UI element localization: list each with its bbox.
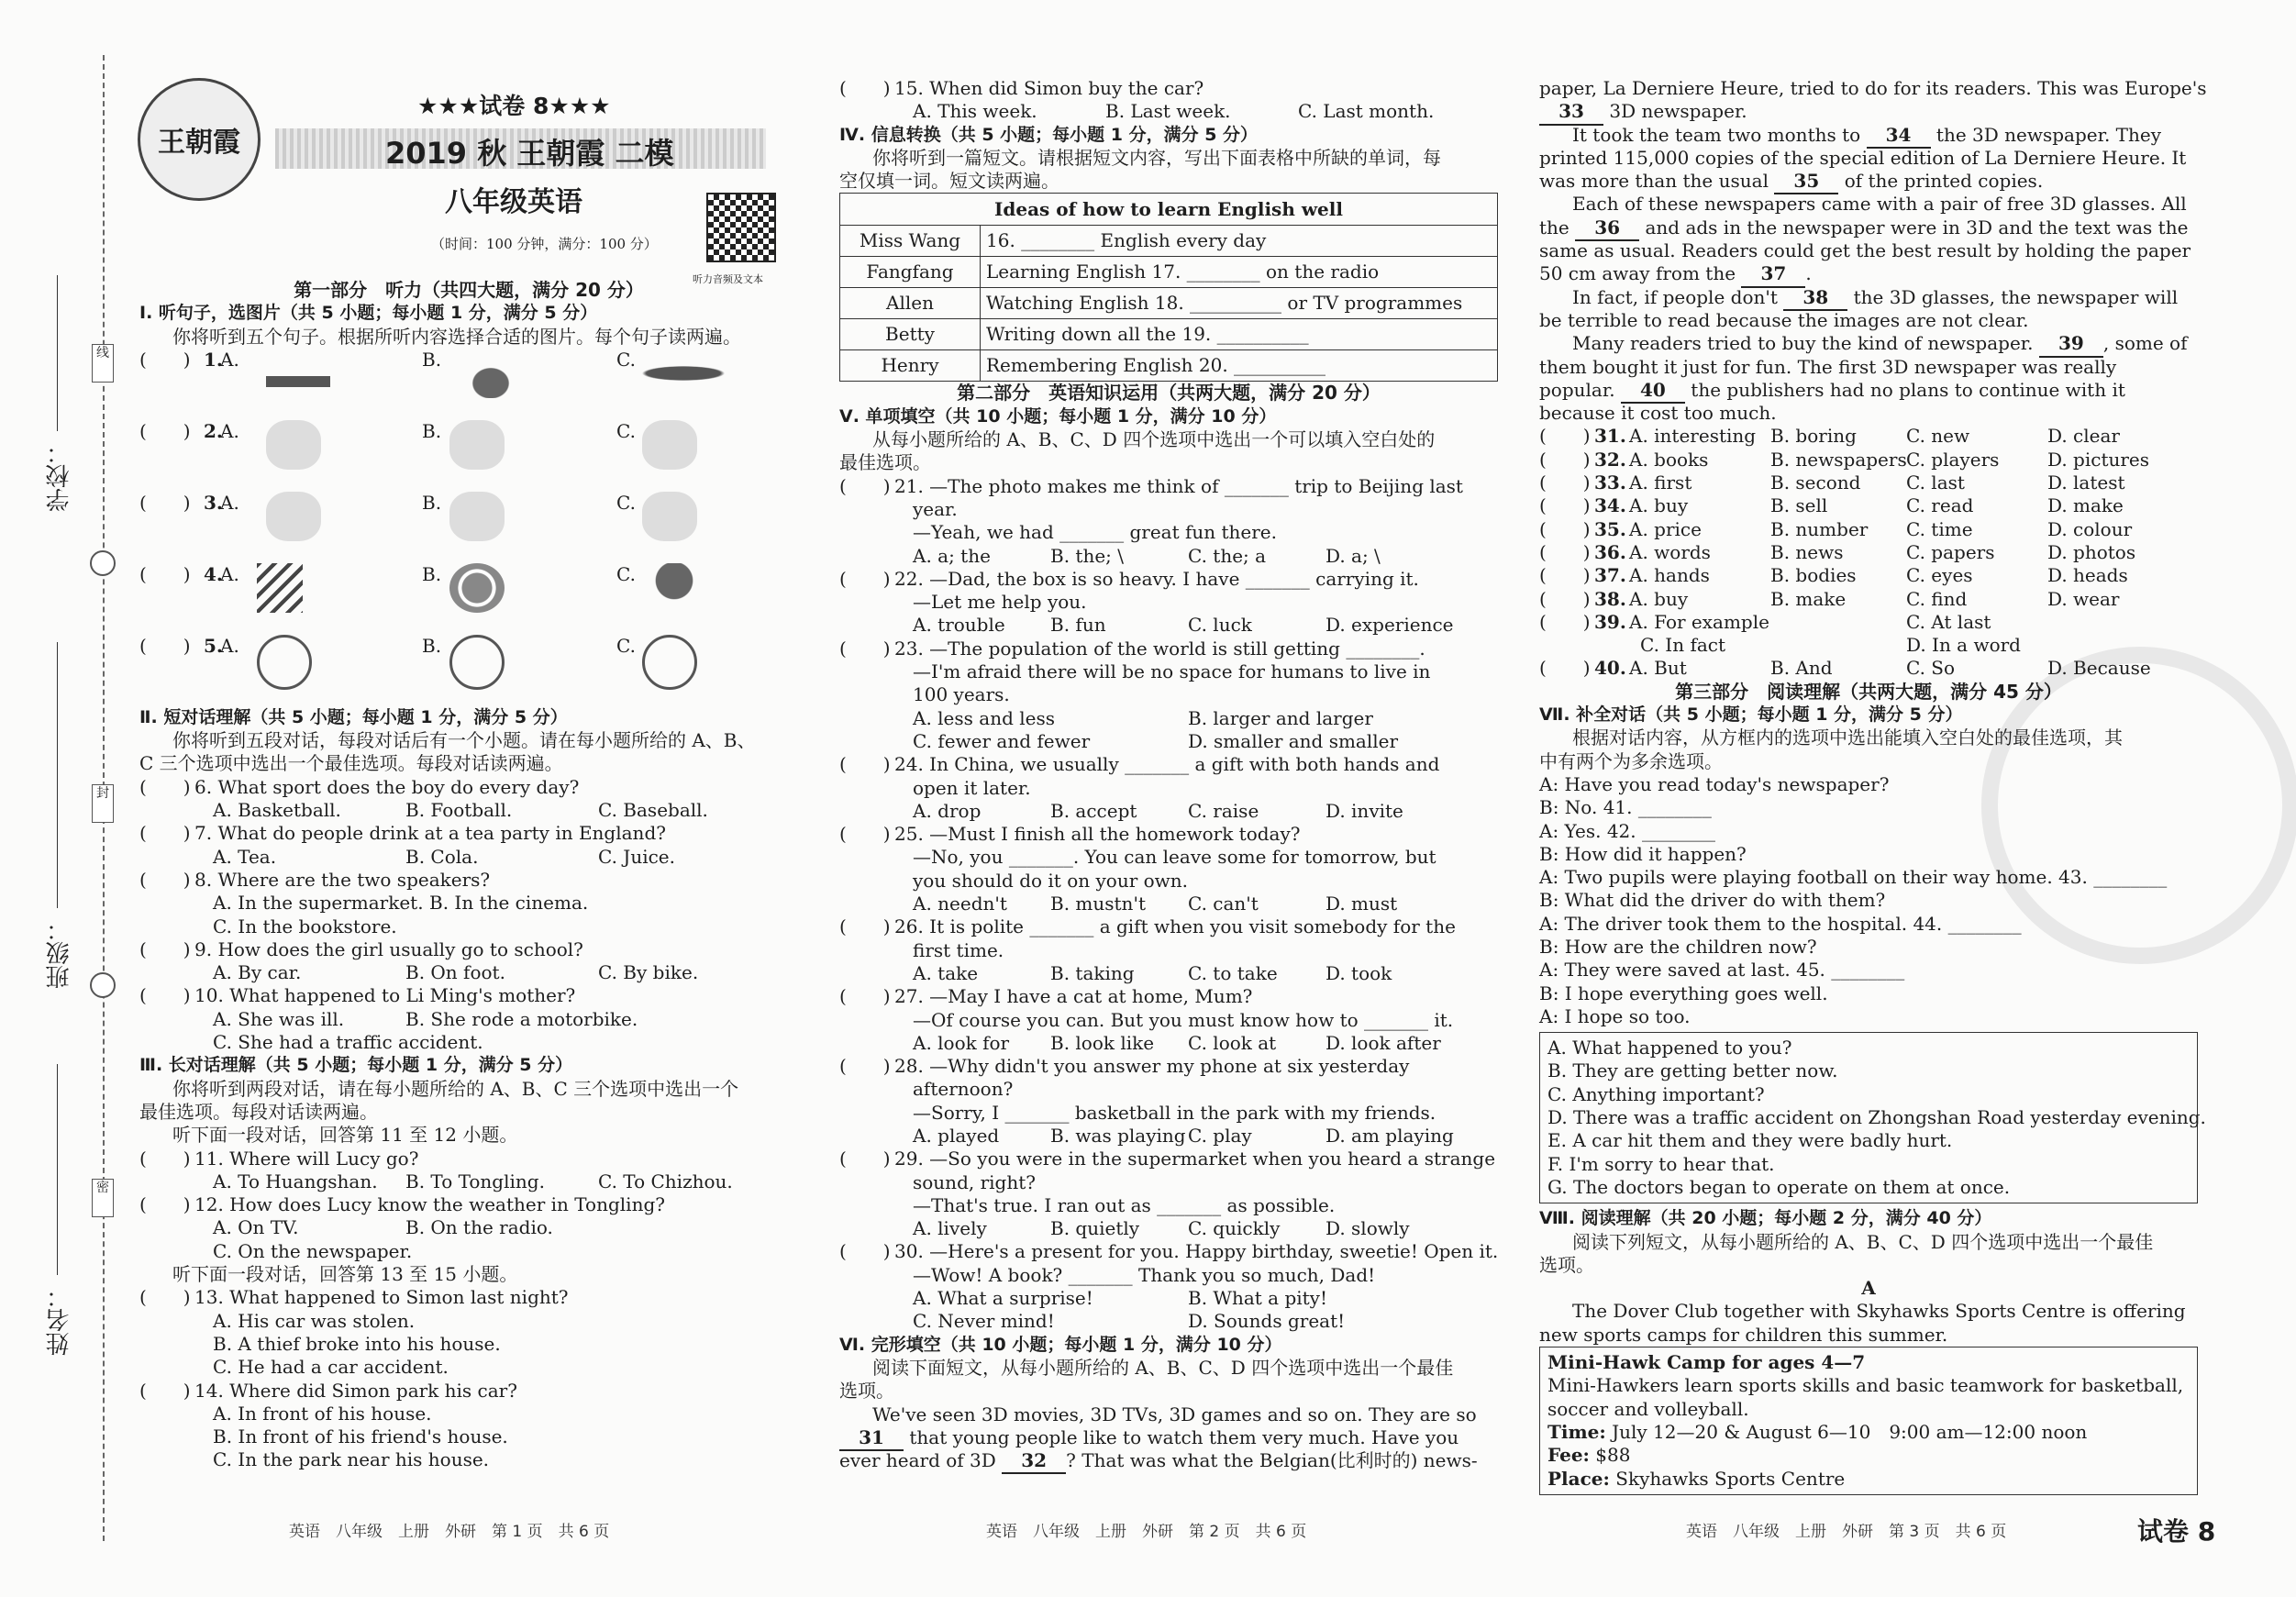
picture-question: ( ) 2. A. B. C.: [139, 420, 798, 492]
options-27[interactable]: A. look for B. look like C. look at D. look after: [913, 1031, 1441, 1054]
cloze-option[interactable]: B. sell: [1770, 494, 1828, 517]
options-9[interactable]: A. By car. B. On foot. C. By bike.: [213, 961, 699, 984]
section2-directions: C 三个选项中选出一个最佳选项。每段对话读两遍。: [139, 752, 563, 775]
blank-38[interactable]: 38: [1783, 286, 1847, 311]
section5-directions: 从每小题所给的 A、B、C、D 四个选项中选出一个可以填入空白处的: [872, 428, 1436, 451]
cut-label-secret: 密: [92, 1179, 114, 1217]
cloze-option[interactable]: C. last: [1906, 471, 1965, 494]
options-26[interactable]: A. take B. taking C. to take D. took: [913, 961, 1392, 984]
dialog-line: B: How are the children now?: [1539, 935, 1817, 958]
box-option: G. The doctors began to operate on them at once.: [1547, 1175, 2011, 1198]
camp-info-box: Mini-Hawk Camp for ages 4—7 Mini-Hawkers learn sports skills and basic teamwork for basketball, soccer and volleyball. Time: July 12—20 & August 6—10 9:00 am—12:00 noon Fee: $88 Place: Skyhawks Sports Centre: [1539, 1347, 2198, 1495]
options-23[interactable]: C. fewer and fewer D. smaller and smaller: [913, 729, 1399, 752]
blank-36[interactable]: 36: [1575, 216, 1639, 241]
cloze-option[interactable]: B. boring: [1770, 425, 1857, 448]
cloze-option[interactable]: C. eyes: [1906, 564, 1973, 587]
dialog: [1539, 773, 2198, 1028]
question-23: ( ) 23. —The population of the world is still getting ________.: [839, 637, 1425, 660]
cloze-option[interactable]: D. pictures: [2047, 448, 2150, 471]
question-28: ( ) 28. —Why didn't you answer my phone at six yesterday: [839, 1055, 1410, 1078]
question-6: ( ) 6. What sport does the boy do every day?: [139, 775, 580, 798]
cloze-option[interactable]: C. players: [1906, 448, 2000, 471]
cloze-option[interactable]: B. bodies: [1770, 564, 1857, 587]
school-field[interactable]: [57, 275, 58, 431]
cloze-option[interactable]: B. second: [1770, 471, 1861, 494]
cloze-question: ( ) 32. A. books B. newspapers C. players D. pictures: [1539, 448, 2150, 471]
table-row: Henry Remembering English 20. __________: [840, 350, 1498, 382]
cloze-option[interactable]: B. number: [1770, 517, 1869, 540]
blank-37[interactable]: 37: [1741, 262, 1805, 287]
dialog-line: A: They were saved at last. 45. ________: [1539, 959, 1905, 981]
options-25[interactable]: A. needn't B. mustn't C. can't D. must: [913, 893, 1398, 915]
dialog-line: A: Have you read today's newspaper?: [1539, 772, 1890, 795]
page-footer-2: 英语 八年级 上册 外研 第 2 页 共 6 页: [986, 1523, 1307, 1541]
question-29: ( ) 29. —So you were in the supermarket when you heard a strange: [839, 1148, 1496, 1170]
cloze-option[interactable]: A. interesting: [1629, 425, 1757, 448]
section7-directions: 根据对话内容，从方框内的选项中选出能填入空白处的最佳选项，其: [1572, 726, 2123, 749]
options-6[interactable]: A. Basketball. B. Football. C. Baseball.: [213, 799, 708, 822]
passage-line: was more than the usual 35 of the printed copies.: [1539, 170, 2198, 193]
guitar-player-icon[interactable]: [642, 492, 697, 541]
options-30[interactable]: C. Never mind! D. Sounds great!: [913, 1310, 1346, 1333]
question-24: ( ) 24. In China, we usually _______ a gift with both hands and: [839, 753, 1440, 776]
section6-directions: 选项。: [839, 1380, 894, 1403]
dialog-line: B: I hope everything goes well.: [1539, 981, 1828, 1004]
table-row: Fangfang Learning English 17. ________ on the radio: [840, 257, 1498, 288]
cloze-question: ( ) 33. A. first B. second C. last D. latest: [1539, 471, 2125, 494]
qr-caption: 听力音频及文本: [693, 273, 763, 285]
question-10: ( ) 10. What happened to Li Ming's mother?: [139, 984, 576, 1007]
picture-question: ( ) 3. A. B. C.: [139, 492, 798, 563]
cloze-option[interactable]: D. photos: [2047, 540, 2136, 563]
table-row: Miss Wang 16. ________ English every day: [840, 226, 1498, 257]
options-8[interactable]: A. In the supermarket. B. In the cinema.: [213, 892, 589, 915]
passage-line: We've seen 3D movies, 3D TVs, 3D games and so on. They are so: [872, 1403, 1477, 1425]
passage-line: paper, La Derniere Heure, tried to do for its readers. This was Europe's: [1539, 77, 2207, 99]
passage-line: 33 3D newspaper.: [1539, 100, 2198, 123]
passage-line: same as usual. Readers could get the best result by holding the paper: [1539, 239, 2191, 262]
dialog-line: A: Yes. 42. ________: [1539, 819, 1715, 842]
options-11[interactable]: A. To Huangshan. B. To Tongling. C. To Chizhou.: [213, 1170, 733, 1192]
options-24[interactable]: A. drop B. accept C. raise D. invite: [913, 799, 1403, 822]
section7-heading: Ⅶ. 补全对话（共 5 小题；每小题 1 分，满分 5 分）: [1539, 704, 1963, 726]
cloze-option[interactable]: C. papers: [1906, 540, 1995, 563]
dialog-line: A: I hope so too.: [1539, 1004, 1691, 1027]
question-7: ( ) 7. What do people drink at a tea party in England?: [139, 822, 666, 845]
paper-tag: 试卷 8: [2137, 1516, 2216, 1547]
sun-icon[interactable]: [449, 563, 505, 613]
cloze-option[interactable]: A. buy: [1629, 494, 1689, 517]
cloze-question: ( ) 36. A. words B. news C. papers D. photos: [1539, 540, 2136, 563]
passage-line: 31 that young people like to watch them very much. Have you: [839, 1426, 1498, 1449]
blank-31[interactable]: 31: [839, 1426, 904, 1451]
passage-line: Many readers tried to buy the kind of newspaper. 39 , some of: [1539, 332, 2198, 355]
options-30[interactable]: A. What a surprise! B. What a pity!: [913, 1287, 1328, 1310]
box-option: E. A car hit them and they were badly hurt.: [1547, 1129, 1953, 1152]
option-14b[interactable]: B. In front of his friend's house.: [213, 1425, 508, 1448]
picture-question: ( ) 5. A. B. C.: [139, 635, 798, 706]
blank-33[interactable]: 33: [1539, 100, 1603, 125]
section7-directions: 中有两个为多余选项。: [1539, 749, 1723, 772]
piano-player-icon[interactable]: [449, 492, 505, 541]
cloze-question: ( ) 38. A. buy B. make C. find D. wear: [1539, 587, 2120, 610]
cloze-question: ( ) 35. A. price B. number C. time D. colour: [1539, 517, 2133, 540]
section1-directions: 你将听到五个句子。根据所听内容选择合适的图片。每个句子读两遍。: [172, 325, 741, 348]
cut-label-line: 线: [92, 344, 114, 383]
passage-line: ever heard of 3D 32 ? That was what the Belgian(比利时的) news-: [839, 1449, 1498, 1472]
options-21[interactable]: A. a; the B. the; \ C. the; a D. a; \: [913, 544, 1381, 567]
question-25: ( ) 25. —Must I finish all the homework today?: [839, 823, 1301, 846]
part3-heading: 第三部分 阅读理解（共两大题，满分 45 分）: [1675, 680, 2062, 703]
no-smoking-icon[interactable]: [642, 635, 697, 690]
question-40: ( ) 40. A. But B. And C. So D. Because: [1539, 657, 2151, 680]
subject-title: 八年级英语: [445, 186, 582, 218]
dialog-line: B: How did it happen?: [1539, 842, 1747, 865]
cut-label-seal: 封: [92, 784, 114, 823]
blank-39[interactable]: 39: [2039, 332, 2103, 357]
section8-heading: Ⅷ. 阅读理解（共 20 小题；每小题 2 分，满分 40 分）: [1539, 1208, 1992, 1229]
violin-player-icon[interactable]: [266, 492, 321, 541]
cloze-option[interactable]: B. make: [1770, 587, 1847, 610]
info-table: [839, 193, 1498, 382]
options-10[interactable]: A. She was ill. B. She rode a motorbike.: [213, 1007, 638, 1030]
box-option: D. There was a traffic accident on Zhongshan Road yesterday evening.: [1547, 1106, 2206, 1129]
passage-line: printed 115,000 copies of the special edition of La Derniere Heure. It: [1539, 146, 2187, 169]
name-label: 姓名：: [46, 1284, 73, 1356]
cloze-option[interactable]: B. news: [1770, 540, 1844, 563]
camp-place: Place: Skyhawks Sports Centre: [1547, 1467, 1846, 1490]
box-option: F. I'm sorry to hear that.: [1547, 1152, 1775, 1175]
reading-boy-icon[interactable]: [449, 420, 505, 470]
blank-35[interactable]: 35: [1774, 170, 1838, 194]
blank-40[interactable]: 40: [1621, 379, 1685, 404]
section3-directions: 你将听到两段对话，请在每小题所给的 A、B、C 三个选项中选出一个: [172, 1077, 739, 1100]
section4-directions: 你将听到一篇短文。请根据短文内容，写出下面表格中所缺的单词，每: [872, 146, 1441, 169]
cloze-option[interactable]: C. read: [1906, 494, 1974, 517]
picture-question: ( ) 1. A. B. C.: [139, 349, 798, 420]
option-13c[interactable]: C. He had a car accident.: [213, 1356, 449, 1379]
page-footer-1: 英语 八年级 上册 外研 第 1 页 共 6 页: [289, 1523, 610, 1541]
section8-directions: 选项。: [1539, 1253, 1594, 1276]
no-swimming-icon[interactable]: [257, 635, 312, 690]
reading-line: The Dover Club together with Skyhawks Sports Centre is offering: [1572, 1300, 2186, 1323]
options-15[interactable]: A. This week. B. Last week. C. Last month.: [913, 100, 1435, 123]
passage-line: be terrible to read because the images are not clear.: [1539, 308, 2029, 331]
box-option: C. Anything important?: [1547, 1082, 1765, 1105]
cloze-question: ( ) 34. A. buy B. sell C. read D. make: [1539, 494, 2124, 517]
question-21: ( ) 21. —The photo makes me think of _______ trip to Beijing last: [839, 474, 1463, 497]
options-10c[interactable]: C. She had a traffic accident.: [213, 1031, 483, 1054]
camp-time: Time: July 12—20 & August 6—10 9:00 am—12:00 noon: [1547, 1420, 2088, 1443]
plane-icon[interactable]: [642, 349, 725, 398]
column-2: ( ) 15. When did Simon buy the car? A. This week. B. Last week. C. Last month. Ⅳ. 信息转换（共 5 小题；每小题 1 分，满分 5 分） 你将听到一篇短文。请根据短文内容，写出下面表格中所缺的单词，每 空仅填一词。短文读两遍。 Ideas of how to learn English well Miss Wang 16. ________ English every day Fangfang Learning English 17. ________ on the radio Allen Watching English 18. __________ or TV programmes Betty Writing down all the 19. __________ Henry Remembering English 20. __________ 第二部分 英语知识运用（共两大题，满分 20 分） Ⅴ. 单项填空（共 10 小题；每小题 1 分，满分 10 分） 从每小题所给的 A、B、C、D 四个选项中选出一个可以填入空白处的 最佳选项。 ( ) 21. —The photo makes me think of _______ trip to Beijing last year. —Yeah, we had _______ great fun there. A. a; the B. the; \ C. the; a D. a; \ ( ) 22. —Dad, the box is so heavy. I have _______ carrying it. —Let me help you. A. trouble B. fun C. luck D. experience ( ) 23. —The population of the world is still getting ________. —I'm afraid there will be no space for humans to live in 100 years. A. less and less B. larger and larger C. fewer and fewer D. smaller and smaller ( ) 24. In China, we usually _______ a gift with both hands and open it later. A. drop B. accept C. raise D. invite ( ) 25. —Must I finish all the homework today? —No, you _______. You can leave some for tomorrow, but you should do it on your own. A. needn't B. mustn't C. can't D. must ( ) 26. It is polite _______ a gift when you visit somebody for the first time. A. take B. taking C. to take D. took ( ) 27. —May I have a cat at home, Mum? —Of course you can. But you must know how to _______ it. A. look for B. look like C. look at D. look after ( ) 28. —Why didn't you answer my phone at six yesterday afternoon? —Sorry, I _______ basketball in the park with my friends. A. played B. was playing C. play D. am playing ( ) 29. —So you were in the supermarket when you heard a strange sound, right? —That's true. I ran out as _______ as possible. A. lively B. quietly C. quickly D. slowly ( ) 30. —Here's a present for you. Happy birthday, sweetie! Open it. —Wow! A book? _______ Thank you so much, Dad! A. What a surprise! B. What a pity! C. Never mind! D. Sounds great! Ⅵ. 完形填空（共 10 小题；每小题 1 分，满分 10 分） 阅读下面短文，从每小题所给的 A、B、C、D 四个选项中选出一个最佳 选项。 We've seen 3D movies, 3D TVs, 3D games and so on. They are so 31 that young people like to watch them very much. Have you ever heard of 3D 32 ? That was what the Belgian(比利时的) news-: [839, 77, 1498, 1472]
passage-line: 50 cm away from the 37 .: [1539, 262, 2198, 285]
section2-directions: 你将听到五段对话，每段对话后有一个小题。请在每小题所给的 A、B、: [172, 729, 756, 752]
cloze-option[interactable]: A. price: [1629, 517, 1702, 540]
passage-line: popular. 40 the publishers had no plans to continue with it: [1539, 379, 2198, 402]
section4-directions: 空仅填一词。短文读两遍。: [839, 170, 1059, 193]
train-icon[interactable]: [257, 349, 339, 398]
option-14a[interactable]: A. In front of his house.: [213, 1402, 432, 1425]
section6-heading: Ⅵ. 完形填空（共 10 小题；每小题 1 分，满分 10 分）: [839, 1334, 1282, 1355]
cloze-option[interactable]: D. latest: [2047, 471, 2125, 494]
option-13b[interactable]: B. A thief broke into his house.: [213, 1332, 501, 1355]
question-15: ( ) 15. When did Simon buy the car?: [839, 77, 1204, 99]
cloze-option[interactable]: C. new: [1906, 425, 1970, 448]
cloze-question: ( ) 31. A. interesting B. boring C. new D. clear: [1539, 425, 2120, 448]
question-9: ( ) 9. How does the girl usually go to school?: [139, 937, 583, 960]
options-22[interactable]: A. trouble B. fun C. luck D. experience: [913, 614, 1454, 637]
question-12: ( ) 12. How does Lucy know the weather in Tongling?: [139, 1193, 665, 1216]
cloze-option[interactable]: C. time: [1906, 517, 1973, 540]
cloze-option[interactable]: D. heads: [2047, 564, 2128, 587]
section4-heading: Ⅳ. 信息转换（共 5 小题；每小题 1 分，满分 5 分）: [839, 124, 1259, 145]
blank-34[interactable]: 34: [1867, 124, 1931, 149]
page-footer-3: 英语 八年级 上册 外研 第 3 页 共 6 页: [1686, 1523, 2007, 1541]
singing-girl-icon[interactable]: [642, 420, 697, 470]
dialog-line: A: The driver took them to the hospital. 44. ________: [1539, 912, 2022, 935]
options-23[interactable]: A. less and less B. larger and larger: [913, 706, 1373, 729]
section1-heading: Ⅰ. 听句子，选图片（共 5 小题；每小题 1 分，满分 5 分）: [139, 303, 598, 324]
cloze-question: ( ) 37. A. hands B. bodies C. eyes D. heads: [1539, 564, 2128, 587]
dialog-instruction: 听下面一段对话，回答第 11 至 12 小题。: [172, 1124, 518, 1147]
exam-title: 2019 秋 王朝霞 二模: [385, 136, 674, 171]
reading-line: new sports camps for children this summer.: [1539, 1323, 1948, 1346]
table-row: Allen Watching English 18. __________ or TV programmes: [840, 288, 1498, 319]
cooking-boy-icon[interactable]: [266, 420, 321, 470]
question-14: ( ) 14. Where did Simon park his car?: [139, 1379, 517, 1402]
question-8: ( ) 8. Where are the two speakers?: [139, 868, 491, 891]
question-11: ( ) 11. Where will Lucy go?: [139, 1147, 419, 1170]
passage-line: Each of these newspapers came with a pair of free 3D glasses. All: [1572, 193, 2187, 216]
options-29[interactable]: A. lively B. quietly C. quickly D. slowly: [913, 1217, 1410, 1240]
picture-question: ( ) 4. A. B. C.: [139, 563, 798, 635]
options-12[interactable]: A. On TV. B. On the radio.: [213, 1216, 553, 1239]
options-box: [1539, 1032, 2206, 1203]
cloze-option[interactable]: C. find: [1906, 587, 1968, 610]
options-39[interactable]: C. In fact D. In a word: [1640, 634, 2021, 657]
name-field[interactable]: [57, 1064, 58, 1275]
question-22: ( ) 22. —Dad, the box is so heavy. I have _______ carrying it.: [839, 567, 1419, 590]
part2-heading: 第二部分 英语知识运用（共两大题，满分 20 分）: [957, 382, 1381, 405]
passage-line: them bought it just for fun. The first 3D newspaper was really: [1539, 355, 2117, 378]
dialog-line: A: Two pupils were playing football on their way home. 43. ________: [1539, 866, 2168, 889]
passage-line: because it cost too much.: [1539, 402, 1777, 425]
column-1: [139, 279, 798, 1472]
cloze-option[interactable]: A. words: [1629, 540, 1711, 563]
table-title: Ideas of how to learn English well: [840, 194, 1498, 226]
options-8c[interactable]: C. In the bookstore.: [213, 915, 397, 937]
class-label: 班级：: [46, 917, 73, 989]
cloze-options: [1539, 425, 2198, 610]
question-30: ( ) 30. —Here's a present for you. Happy birthday, sweetie! Open it.: [839, 1240, 1499, 1263]
section5-directions: 最佳选项。: [839, 451, 931, 474]
options-7[interactable]: A. Tea. B. Cola. C. Juice.: [213, 845, 675, 868]
passage-line: In fact, if people don't 38 the 3D glasses, the newspaper will: [1539, 286, 2198, 309]
box-option: B. They are getting better now.: [1547, 1059, 1838, 1082]
cloze-option[interactable]: D. make: [2047, 494, 2124, 517]
rain-cloud-icon[interactable]: [642, 563, 706, 613]
dialog-line: B: No. 41. ________: [1539, 796, 1712, 819]
section3-directions: 最佳选项。每段对话读两遍。: [139, 1100, 378, 1123]
cloze-option[interactable]: A. hands: [1629, 564, 1710, 587]
cloze-option[interactable]: A. buy: [1629, 587, 1689, 610]
section5-heading: Ⅴ. 单项填空（共 10 小题；每小题 1 分，满分 10 分）: [839, 405, 1277, 427]
time-info: （时间：100 分钟，满分：100 分）: [431, 236, 658, 252]
cloze-option[interactable]: D. colour: [2047, 517, 2133, 540]
section2-heading: Ⅱ. 短对话理解（共 5 小题；每小题 1 分，满分 5 分）: [139, 706, 568, 727]
dialog-line: B: What did the driver do with them?: [1539, 889, 1886, 912]
blank-32[interactable]: 32: [1002, 1449, 1066, 1474]
school-label: 学校：: [46, 440, 73, 512]
options-12c[interactable]: C. On the newspaper.: [213, 1239, 413, 1262]
section8-directions: 阅读下列短文，从每小题所给的 A、B、C、D 四个选项中选出一个最佳: [1572, 1230, 2154, 1253]
dialog-instruction: 听下面一段对话，回答第 13 至 15 小题。: [172, 1263, 518, 1286]
section6-directions: 阅读下面短文，从每小题所给的 A、B、C、D 四个选项中选出一个最佳: [872, 1356, 1454, 1379]
question-13: ( ) 13. What happened to Simon last night?: [139, 1286, 569, 1309]
passage-line: It took the team two months to 34 the 3D newspaper. They: [1539, 124, 2198, 147]
recycle-icon[interactable]: [449, 635, 505, 690]
cloze-option[interactable]: A. books: [1629, 448, 1709, 471]
brand-logo: 王朝霞: [138, 78, 261, 201]
camp-title: Mini-Hawk Camp for ages 4—7: [1547, 1351, 1866, 1374]
cloze-option[interactable]: D. clear: [2047, 425, 2120, 448]
box-option: A. What happened to you?: [1547, 1037, 1792, 1059]
option-13a[interactable]: A. His car was stolen.: [213, 1309, 416, 1332]
option-14c[interactable]: C. In the park near his house.: [213, 1448, 490, 1471]
section3-heading: Ⅲ. 长对话理解（共 5 小题；每小题 1 分，满分 5 分）: [139, 1055, 573, 1076]
passage-a-label: A: [1861, 1277, 1876, 1300]
question-26: ( ) 26. It is polite _______ a gift when you visit somebody for the: [839, 915, 1456, 938]
table-row: Betty Writing down all the 19. __________: [840, 319, 1498, 350]
paper-badge: ★★★试卷 8★★★: [417, 93, 611, 119]
column-3: [1539, 77, 2207, 1495]
class-field[interactable]: [57, 642, 58, 908]
question-39: ( ) 39. A. For example C. At last: [1539, 610, 1991, 633]
camp-fee: Fee: $88: [1547, 1444, 1631, 1467]
cloze-option[interactable]: D. wear: [2047, 587, 2120, 610]
question-27: ( ) 27. —May I have a cat at home, Mum?: [839, 985, 1253, 1008]
options-28[interactable]: A. played B. was playing C. play D. am playing: [913, 1124, 1454, 1147]
ship-icon[interactable]: [449, 349, 532, 398]
qr-code: [706, 193, 776, 262]
passage-line: the 36 and ads in the newspaper were in 3D and the text was the: [1539, 216, 2198, 239]
part1-heading: 第一部分 听力（共四大题，满分 20 分）: [294, 279, 644, 301]
binding-hole: [90, 972, 116, 998]
cloze-option[interactable]: B. newspapers: [1770, 448, 1907, 471]
wind-icon[interactable]: [257, 563, 303, 613]
cloze-option[interactable]: A. first: [1629, 471, 1692, 494]
binding-hole: [90, 550, 116, 576]
